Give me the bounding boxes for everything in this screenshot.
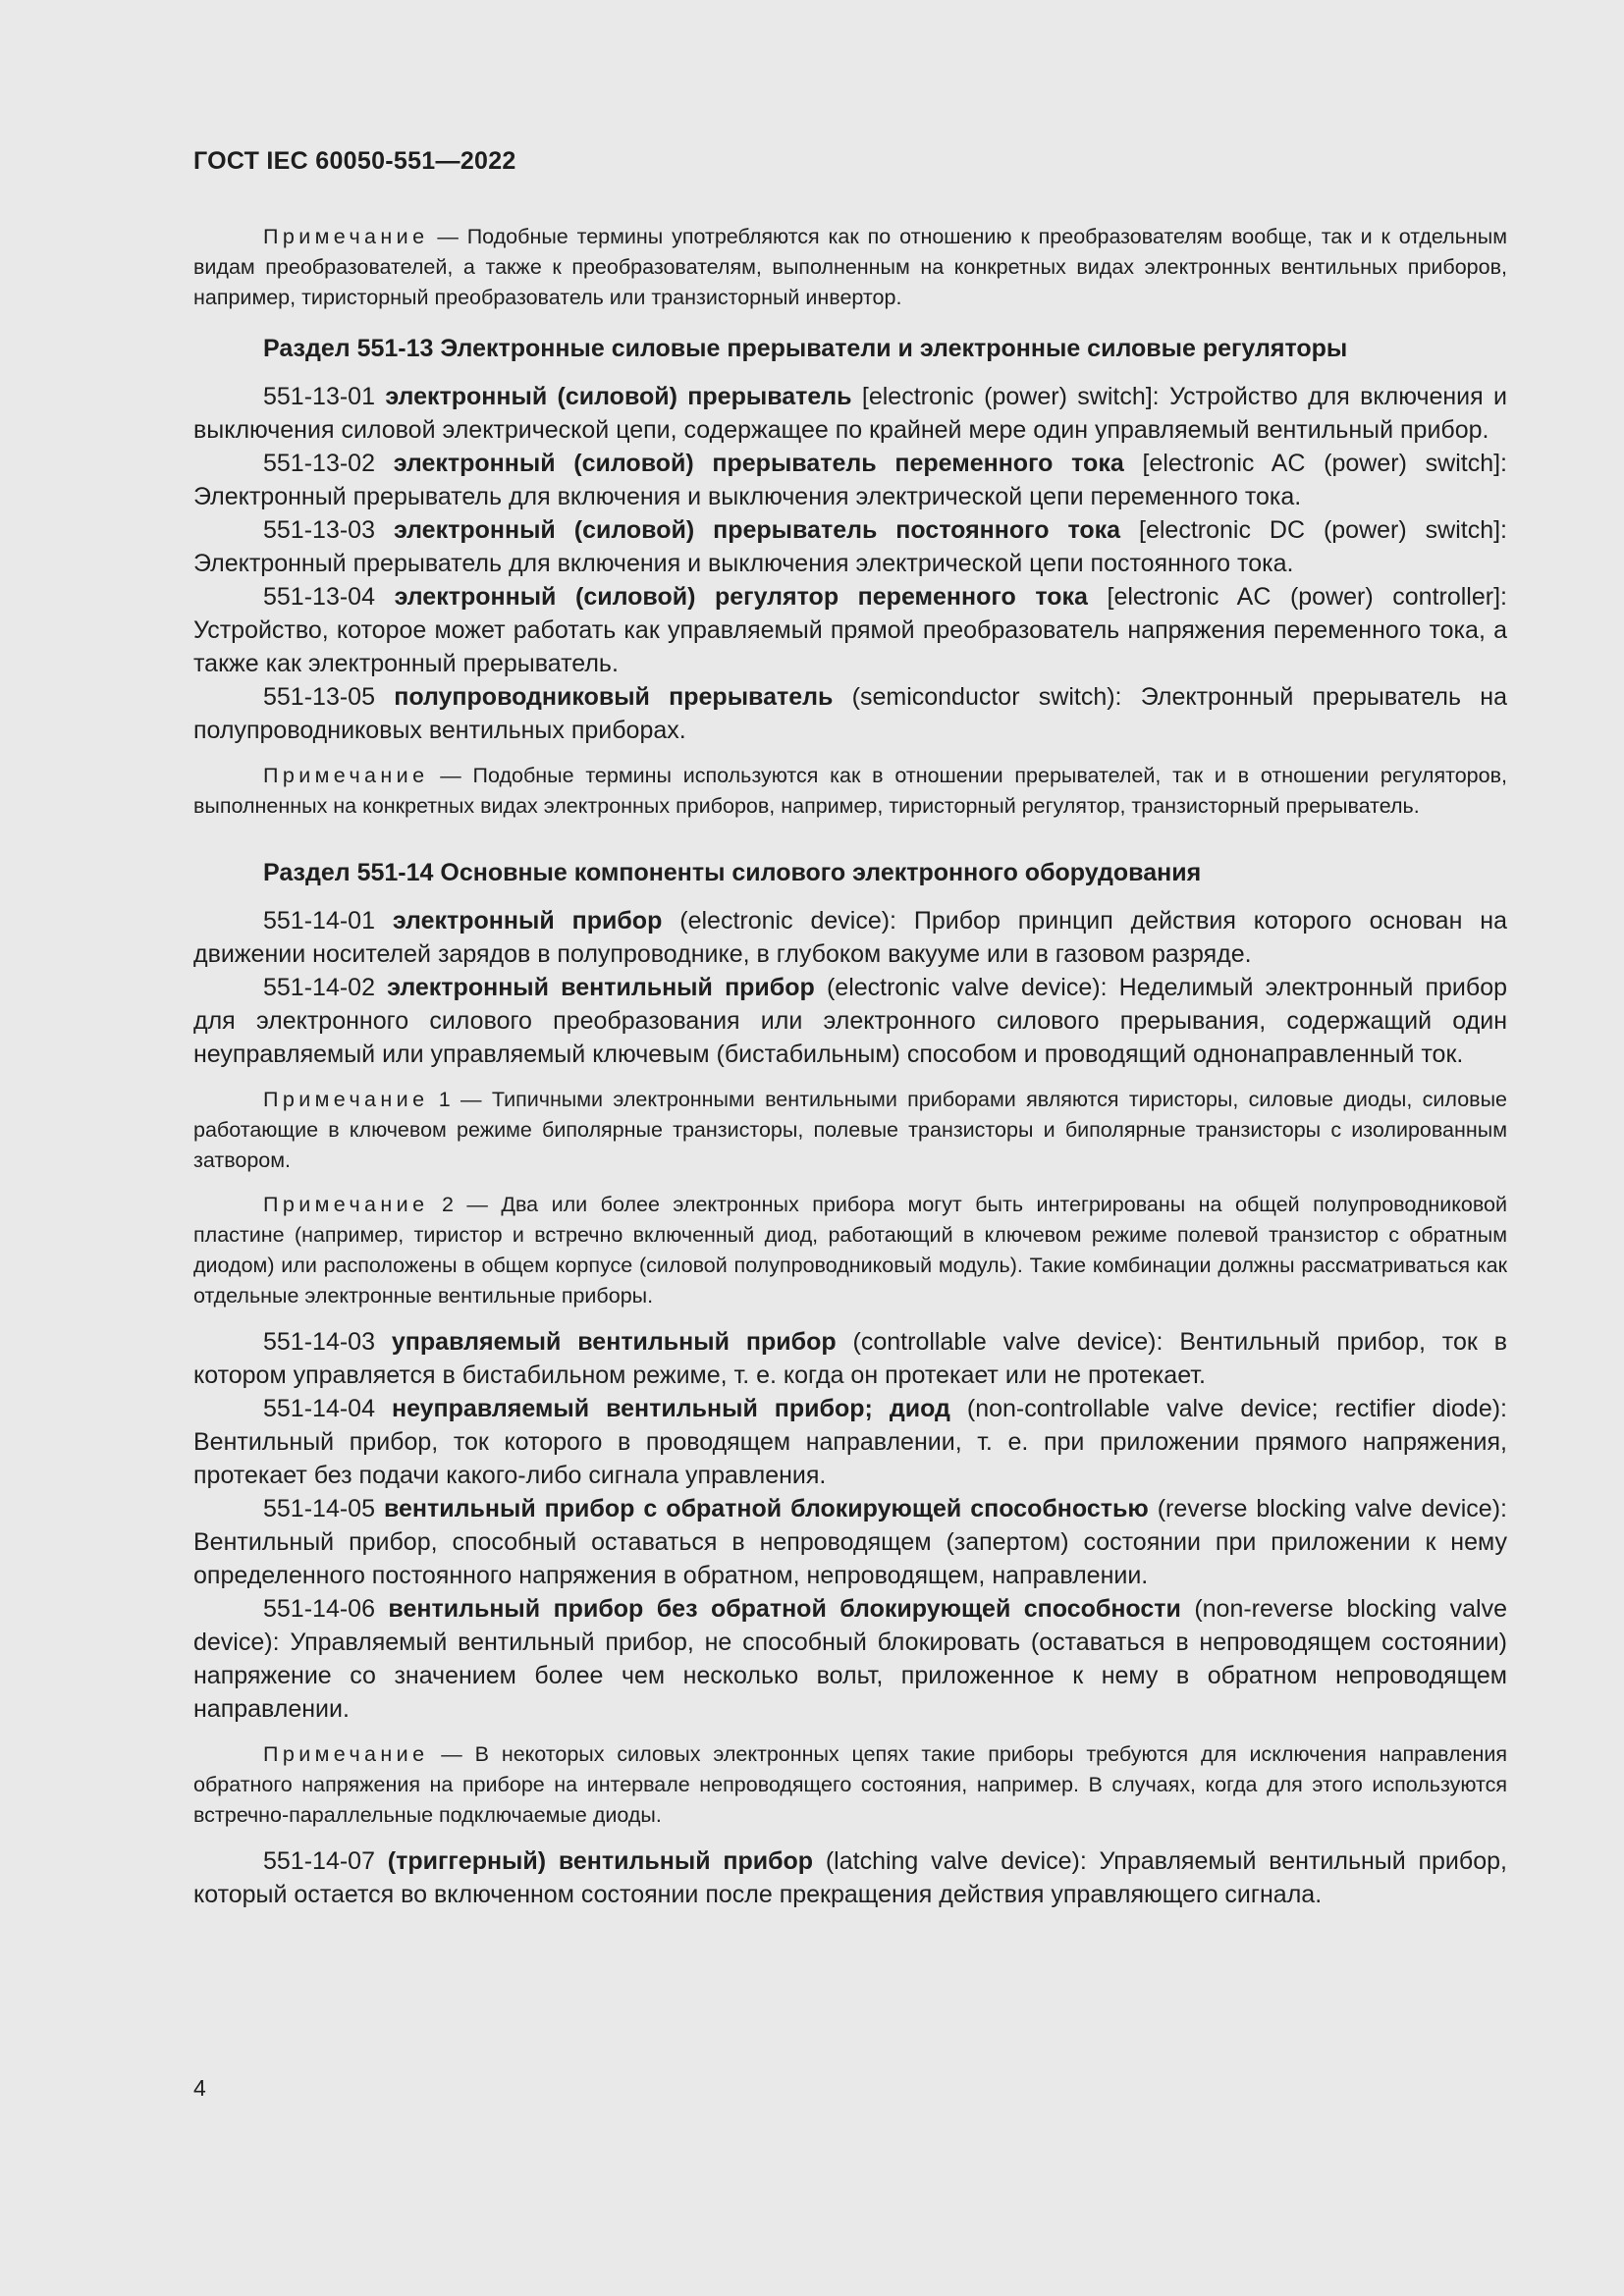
note-non-reverse [193, 1739, 1507, 1831]
term-name: управляемый вентильный прибор [391, 1328, 837, 1356]
term-definition: (latching valve device): Управляемый вентильный прибор, который остается во включенном состоянии после прекращения действия управляющего сигнала. [193, 1847, 1507, 1908]
term-551-13-01 [193, 380, 1507, 447]
term-551-13-03 [193, 513, 1507, 580]
term-name: электронный (силовой) регулятор переменного тока [394, 583, 1088, 611]
term-definition: [electronic DC (power) switch]: Электронный прерыватель для включения и выключения электрической цепи постоянного тока. [193, 516, 1507, 577]
note-label: Примечание [263, 1193, 429, 1216]
term-name: электронный вентильный прибор [387, 974, 815, 1001]
term-551-14-01 [193, 904, 1507, 971]
term-name: электронный (силовой) прерыватель переменного тока [393, 450, 1124, 477]
term-definition: (electronic valve device): Неделимый электронный прибор для электронного силового преобразования или электронного силового прерывания, содержащий один неуправляемый или управляемый ключевым (бистабильным) способом и проводящий однонаправленный ток. [193, 974, 1507, 1068]
note-switches [193, 761, 1507, 822]
term-code: 551-14-02 [263, 974, 388, 1001]
term-name: неуправляемый вентильный прибор; диод [391, 1395, 950, 1422]
section-title-551-13: Раздел 551-13 Электронные силовые прерыватели и электронные силовые регуляторы [263, 335, 1348, 362]
note-label: Примечание [263, 1088, 429, 1111]
note-converters [193, 222, 1507, 313]
section-title-551-14: Раздел 551-14 Основные компоненты силового электронного оборудования [263, 859, 1202, 886]
term-name: электронный (силовой) прерыватель постоянного тока [393, 516, 1121, 544]
term-definition: (controllable valve device): Вентильный прибор, ток в котором управляется в бистабильном режиме, т. е. когда он протекает или не протекает. [193, 1328, 1508, 1389]
term-551-13-05 [193, 680, 1507, 747]
note-text: 2 — Два или более электронных прибора могут быть интегрированы на общей полупроводниковой пластине (например, тиристор и встречно включенный диод, работающий в ключевом режиме полевой транзистор с обратным диодом) или расположены в общем корпусе (силовой полупроводниковый модуль). Такие комбинации должны рассматриваться как отдельные электронные вентильные приборы. [193, 1193, 1507, 1308]
term-code: 551-13-02 [263, 450, 394, 477]
term-551-14-05 [193, 1492, 1507, 1592]
term-code: 551-14-03 [263, 1328, 392, 1356]
note-text: — Подобные термины используются как в отношении прерывателей, так и в отношении регуляторов, выполненных на конкретных видах электронных приборов, например, тиристорный регулятор, транзисторный прерыватель. [193, 764, 1507, 818]
document-body [193, 222, 1507, 1911]
term-551-14-06 [193, 1592, 1507, 1726]
note-text: — В некоторых силовых электронных цепях такие приборы требуются для исключения направления обратного напряжения на приборе на интервале непроводящего состояния, например. В случаях, когда для этого используются встречно-параллельные подключаемые диоды. [193, 1742, 1507, 1827]
term-code: 551-14-05 [263, 1495, 384, 1522]
document-header: ГОСТ IEC 60050-551—2022 [193, 147, 516, 175]
note-text: — Подобные термины употребляются как по отношению к преобразователям вообще, так и к отдельным видам преобразователей, а также к преобразователям, выполненным на конкретных видах электронных вентильных приборов, например, тиристорный преобразователь или транзисторный инвертор. [193, 225, 1507, 309]
note-label: Примечание [263, 225, 429, 248]
note-label: Примечание [263, 1742, 429, 1766]
term-code: 551-13-04 [263, 583, 395, 611]
note-text: 1 — Типичными электронными вентильными приборами являются тиристоры, силовые диоды, силовые работающие в ключевом режиме биполярные транзисторы, полевые транзисторы и биполярные транзисторы с изолированным затвором. [193, 1088, 1507, 1172]
term-name: (триггерный) вентильный прибор [387, 1847, 814, 1875]
term-definition: (reverse blocking valve device): Вентильный прибор, способный оставаться в непроводящем (запертом) состоянии при приложении к нему определенного постоянного напряжения в обратном, непроводящем, направлении. [193, 1495, 1507, 1589]
term-definition: (electronic device): Прибор принцип действия которого основан на движении носителей зарядов в полупроводнике, в глубоком вакууме или в газовом разряде. [193, 907, 1507, 968]
term-name: электронный прибор [392, 907, 663, 934]
term-551-13-04 [193, 580, 1507, 680]
term-code: 551-14-04 [263, 1395, 392, 1422]
term-name: полупроводниковый прерыватель [394, 683, 834, 711]
term-551-14-03 [193, 1325, 1507, 1392]
term-name: электронный (силовой) прерыватель [385, 383, 852, 410]
page-number: 4 [193, 2075, 206, 2101]
term-551-14-04 [193, 1392, 1507, 1492]
term-definition: [electronic (power) switch]: Устройство для включения и выключения силовой электрической цепи, содержащее по крайней мере один управляемый вентильный прибор. [193, 383, 1507, 444]
note-label: Примечание [263, 764, 429, 787]
note-valve-devices-2 [193, 1190, 1507, 1311]
term-code: 551-14-06 [263, 1595, 389, 1623]
term-code: 551-13-03 [263, 516, 394, 544]
term-551-14-02 [193, 971, 1507, 1071]
term-definition: (non-controllable valve device; rectifier diode): Вентильный прибор, ток которого в проводящем направлении, т. е. при приложении прямого напряжения, протекает без подачи какого-либо сигнала управления. [193, 1395, 1507, 1489]
term-code: 551-13-01 [263, 383, 386, 410]
term-definition: (semiconductor switch): Электронный прерыватель на полупроводниковых вентильных приборах. [193, 683, 1507, 744]
term-code: 551-14-07 [263, 1847, 388, 1875]
term-551-14-07 [193, 1844, 1507, 1911]
note-valve-devices-1 [193, 1085, 1507, 1176]
term-code: 551-13-05 [263, 683, 395, 711]
term-definition: (non-reverse blocking valve device): Управляемый вентильный прибор, не способный блокировать (оставаться в непроводящем состоянии) напряжение со значением более чем несколько вольт, приложенное к нему в обратном непроводящем направлении. [193, 1595, 1507, 1723]
term-name: вентильный прибор без обратной блокирующей способности [388, 1595, 1181, 1623]
term-definition: [electronic AC (power) switch]: Электронный прерыватель для включения и выключения электрической цепи переменного тока. [193, 450, 1507, 510]
term-code: 551-14-01 [263, 907, 393, 934]
term-name: вентильный прибор с обратной блокирующей способностью [383, 1495, 1149, 1522]
term-551-13-02 [193, 447, 1507, 513]
term-definition: [electronic AC (power) controller]: Устройство, которое может работать как управляемый прямой преобразователь напряжения переменного тока, а также как электронный прерыватель. [193, 583, 1507, 677]
